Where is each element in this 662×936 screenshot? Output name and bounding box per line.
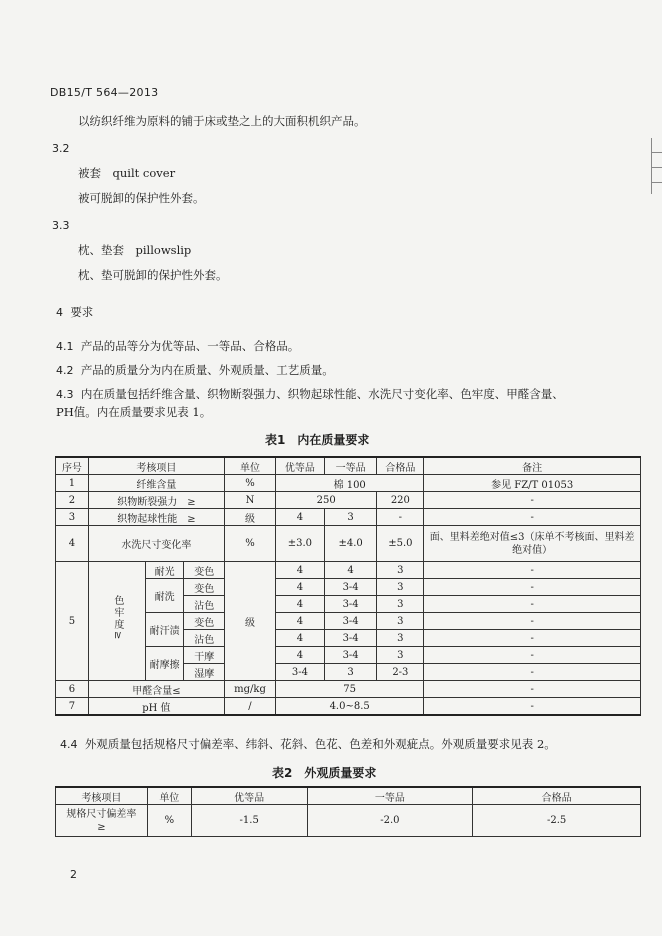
cell: 4.0~8.5 — [276, 698, 424, 716]
th-premium: 优等品 — [276, 457, 325, 475]
cell: 耐摩擦 — [145, 647, 184, 681]
para-intro: 以纺织纤维为原料的铺于床或垫之上的大面积机织产品。 — [78, 114, 366, 128]
cell: 3-4 — [324, 647, 377, 664]
cell: 变色 — [184, 613, 224, 630]
cell: 4 — [276, 562, 325, 579]
cell: 3 — [324, 509, 377, 526]
colorfastness-label: 色牢度≥ — [111, 595, 123, 642]
cell: 3-4 — [324, 613, 377, 630]
cell: 变色 — [184, 579, 224, 596]
cell: 3 — [377, 630, 424, 647]
cell: - — [377, 509, 424, 526]
section-3-3-term: 枕、垫套 pillowslip — [78, 243, 192, 257]
cell: 耐光 — [145, 562, 184, 579]
section-4-3-text2: PH值。内在质量要求见表 1。 — [56, 405, 212, 419]
cell: 3 — [56, 509, 89, 526]
section-3-2-def: 被可脱卸的保护性外套。 — [78, 191, 205, 205]
cell: - — [424, 492, 641, 509]
section-4-4-num: 4.4 — [60, 738, 78, 751]
table2-header-row — [56, 787, 641, 805]
table1-caption: 表1 内在质量要求 — [265, 433, 370, 447]
cell: 3 — [377, 647, 424, 664]
cell: 4 — [276, 613, 325, 630]
cell: 甲醛含量≤ — [88, 681, 224, 698]
cell: 3-4 — [324, 579, 377, 596]
cell: 6 — [56, 681, 89, 698]
cell: 3 — [324, 664, 377, 681]
cell: 面、里料差绝对值≤3（床单不考核面、里料差绝对值） — [424, 526, 641, 562]
cell: 3 — [377, 562, 424, 579]
table-row — [56, 526, 641, 562]
colorfastness-group — [88, 562, 145, 681]
section-4-1-num: 4.1 — [56, 340, 74, 353]
cell: N — [224, 492, 275, 509]
cell: 水洗尺寸变化率 — [88, 526, 224, 562]
cell: - — [424, 596, 641, 613]
cell: 1 — [56, 475, 89, 492]
cell: 耐汗渍 — [145, 613, 184, 647]
cell: 沾色 — [184, 630, 224, 647]
cell: 3 — [377, 579, 424, 596]
th-unit: 单位 — [147, 787, 191, 805]
cell: 耐洗 — [145, 579, 184, 613]
table1 — [55, 456, 641, 716]
cell: 变色 — [184, 562, 224, 579]
section-4-3-text1: 内在质量包括纤维含量、织物断裂强力、织物起球性能、水洗尺寸变化率、色牢度、甲醛含量、 — [80, 387, 564, 401]
cell: 7 — [56, 698, 89, 716]
th-no: 序号 — [56, 457, 89, 475]
cell: % — [224, 526, 275, 562]
cell: pH 值 — [88, 698, 224, 716]
table2 — [55, 786, 641, 837]
table-row — [56, 562, 641, 579]
cell: 3-4 — [324, 596, 377, 613]
cell: 参见 FZ/T 01053 — [424, 475, 641, 492]
cell: ±5.0 — [377, 526, 424, 562]
table-row — [56, 492, 641, 509]
cell: - — [424, 681, 641, 698]
section-4-1 — [56, 338, 299, 355]
cell: ±3.0 — [276, 526, 325, 562]
cell: -2.0 — [307, 805, 473, 837]
section-4-3-num: 4.3 — [56, 388, 74, 401]
table2-caption: 表2 外观质量要求 — [272, 766, 377, 780]
cell: 4 — [56, 526, 89, 562]
cell: 规格尺寸偏差率 ≥ — [56, 805, 148, 837]
table-row — [56, 681, 641, 698]
cell: 4 — [276, 579, 325, 596]
cell: 纤维含量 — [88, 475, 224, 492]
cell: - — [424, 509, 641, 526]
section-4-2-text: 产品的质量分为内在质量、外观质量、工艺质量。 — [80, 363, 334, 377]
cell: 织物断裂强力 ≥ — [88, 492, 224, 509]
section-3-3-def: 枕、垫可脱卸的保护性外套。 — [78, 268, 228, 282]
cell: 干摩 — [184, 647, 224, 664]
cell: 4 — [276, 647, 325, 664]
th-first: 一等品 — [307, 787, 473, 805]
table-row — [56, 805, 641, 837]
cell: / — [224, 698, 275, 716]
section-3-3-num: 3.3 — [52, 219, 70, 232]
cell: 75 — [276, 681, 424, 698]
section-4-4 — [60, 736, 556, 753]
cell: 沾色 — [184, 596, 224, 613]
page-number: 2 — [70, 868, 77, 881]
cell: 5 — [56, 562, 89, 681]
cell: 220 — [377, 492, 424, 509]
cell: 织物起球性能 ≥ — [88, 509, 224, 526]
cell: - — [424, 562, 641, 579]
cell: - — [424, 579, 641, 596]
cell: - — [424, 664, 641, 681]
cell: 2 — [56, 492, 89, 509]
th-item: 考核项目 — [56, 787, 148, 805]
section-4-title: 要求 — [70, 305, 94, 319]
doc-header: DB15/T 564—2013 — [50, 86, 159, 99]
cell: 3-4 — [324, 630, 377, 647]
cell: 2-3 — [377, 664, 424, 681]
cell: ±4.0 — [324, 526, 377, 562]
th-remark: 备注 — [424, 457, 641, 475]
cell: 棉 100 — [276, 475, 424, 492]
cell: - — [424, 698, 641, 716]
cell: - — [424, 613, 641, 630]
cell: - — [424, 647, 641, 664]
cell: 4 — [276, 509, 325, 526]
th-qualified: 合格品 — [377, 457, 424, 475]
th-first: 一等品 — [324, 457, 377, 475]
section-4-heading — [56, 304, 93, 321]
cell: mg/kg — [224, 681, 275, 698]
table1-header-row — [56, 457, 641, 475]
margin-mark — [651, 138, 662, 194]
th-item: 考核项目 — [88, 457, 224, 475]
section-3-2-term: 被套 quilt cover — [78, 166, 176, 180]
cell: 4 — [276, 630, 325, 647]
cell: 3 — [377, 596, 424, 613]
cell: 湿摩 — [184, 664, 224, 681]
section-3-2-num: 3.2 — [52, 142, 70, 155]
cell: % — [147, 805, 191, 837]
cell: -2.5 — [473, 805, 641, 837]
th-premium: 优等品 — [191, 787, 307, 805]
th-unit: 单位 — [224, 457, 275, 475]
table-row — [56, 509, 641, 526]
cell: % — [224, 475, 275, 492]
cell: 3-4 — [276, 664, 325, 681]
section-4-num: 4 — [56, 306, 63, 319]
section-4-2-num: 4.2 — [56, 364, 74, 377]
cell: 级 — [224, 562, 275, 681]
section-4-3 — [56, 386, 564, 403]
section-4-4-text: 外观质量包括规格尺寸偏差率、纬斜、花斜、色花、色差和外观疵点。外观质量要求见表 2。 — [84, 737, 556, 751]
section-4-1-text: 产品的品等分为优等品、一等品、合格品。 — [80, 339, 300, 353]
cell: 3 — [377, 613, 424, 630]
cell: 4 — [276, 596, 325, 613]
cell: - — [424, 630, 641, 647]
section-4-2 — [56, 362, 334, 379]
table-row — [56, 475, 641, 492]
cell: -1.5 — [191, 805, 307, 837]
table-row — [56, 698, 641, 716]
cell: 4 — [324, 562, 377, 579]
cell: 250 — [276, 492, 377, 509]
th-qualified: 合格品 — [473, 787, 641, 805]
cell: 级 — [224, 509, 275, 526]
